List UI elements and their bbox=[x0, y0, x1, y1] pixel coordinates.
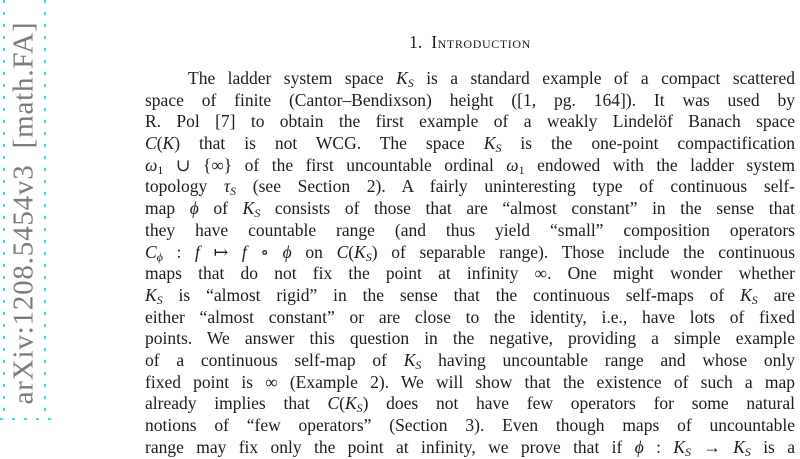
text-line: $K_S$ is “almost rigid” in the sense that the continuous self-maps of $K_S$ are bbox=[145, 284, 795, 307]
text-line: they have countable range (and thus yield “small” composition operators bbox=[145, 219, 795, 240]
arxiv-identifier: arXiv:1208.5454v3 [math.FA] bbox=[7, 21, 40, 405]
text-line: The ladder system space $K_S$ is a standard example of a compact scattered bbox=[188, 68, 795, 90]
text-line: of a continuous self-map of $K_S$ having uncountable range and whose only bbox=[145, 349, 795, 372]
text-line: either “almost constant” or are close to the identity, i.e., have lots of fixed bbox=[145, 306, 795, 327]
text-line: points. We answer this question in the negative, providing a simple example bbox=[145, 328, 795, 349]
text-line: range may fix only the point at infinity, we prove that if ϕ : $K_S \to K_S$ is a bbox=[145, 436, 795, 459]
text-line: topology $\tau_S$ (see Section 2). A fairly uninteresting type of continuous self- bbox=[145, 176, 795, 199]
text-line: $\omega_1$ ∪ {∞} of the first uncountable ordinal $\omega_1$ endowed with the ladder system bbox=[145, 154, 795, 177]
stamp-dashed-line-bottom bbox=[0, 418, 54, 420]
paper-content bbox=[145, 31, 795, 458]
section-number: 1. bbox=[409, 32, 423, 52]
stamp-dashed-line-left bbox=[3, 0, 5, 419]
stamp-dashed-line-right bbox=[44, 0, 46, 419]
text-line: map ϕ of $K_S$ consists of those that are “almost constant” in the sense that bbox=[145, 198, 795, 221]
text-line: notions of “few operators” (Section 3). Even though maps of uncountable bbox=[145, 415, 795, 435]
text-line: R. Pol [7] to obtain the first example of a weakly Lindelöf Banach space bbox=[145, 111, 795, 132]
section-title: Introduction bbox=[431, 32, 531, 52]
text-line: already implies that $C(K_S)$ does not have few operators for some natural bbox=[145, 393, 795, 416]
intro-paragraph bbox=[145, 68, 795, 458]
text-line: $C_\phi$ : f ↦ f ∘ ϕ on $C(K_S)$ of separable range). Those include the continuous bbox=[145, 241, 796, 264]
section-heading bbox=[145, 31, 795, 53]
text-line: maps that do not fix the point at infinity ∞. One might wonder whether bbox=[145, 263, 795, 284]
text-line: fixed point is ∞ (Example 2). We will show that the existence of such a map bbox=[145, 371, 795, 392]
text-line: space of finite (Cantor–Bendixson) height ([1, pg. 164]). It was used by bbox=[145, 89, 795, 110]
text-line: C(K) that is not WCG. The space $K_S$ is the one-point compactification bbox=[145, 133, 795, 156]
